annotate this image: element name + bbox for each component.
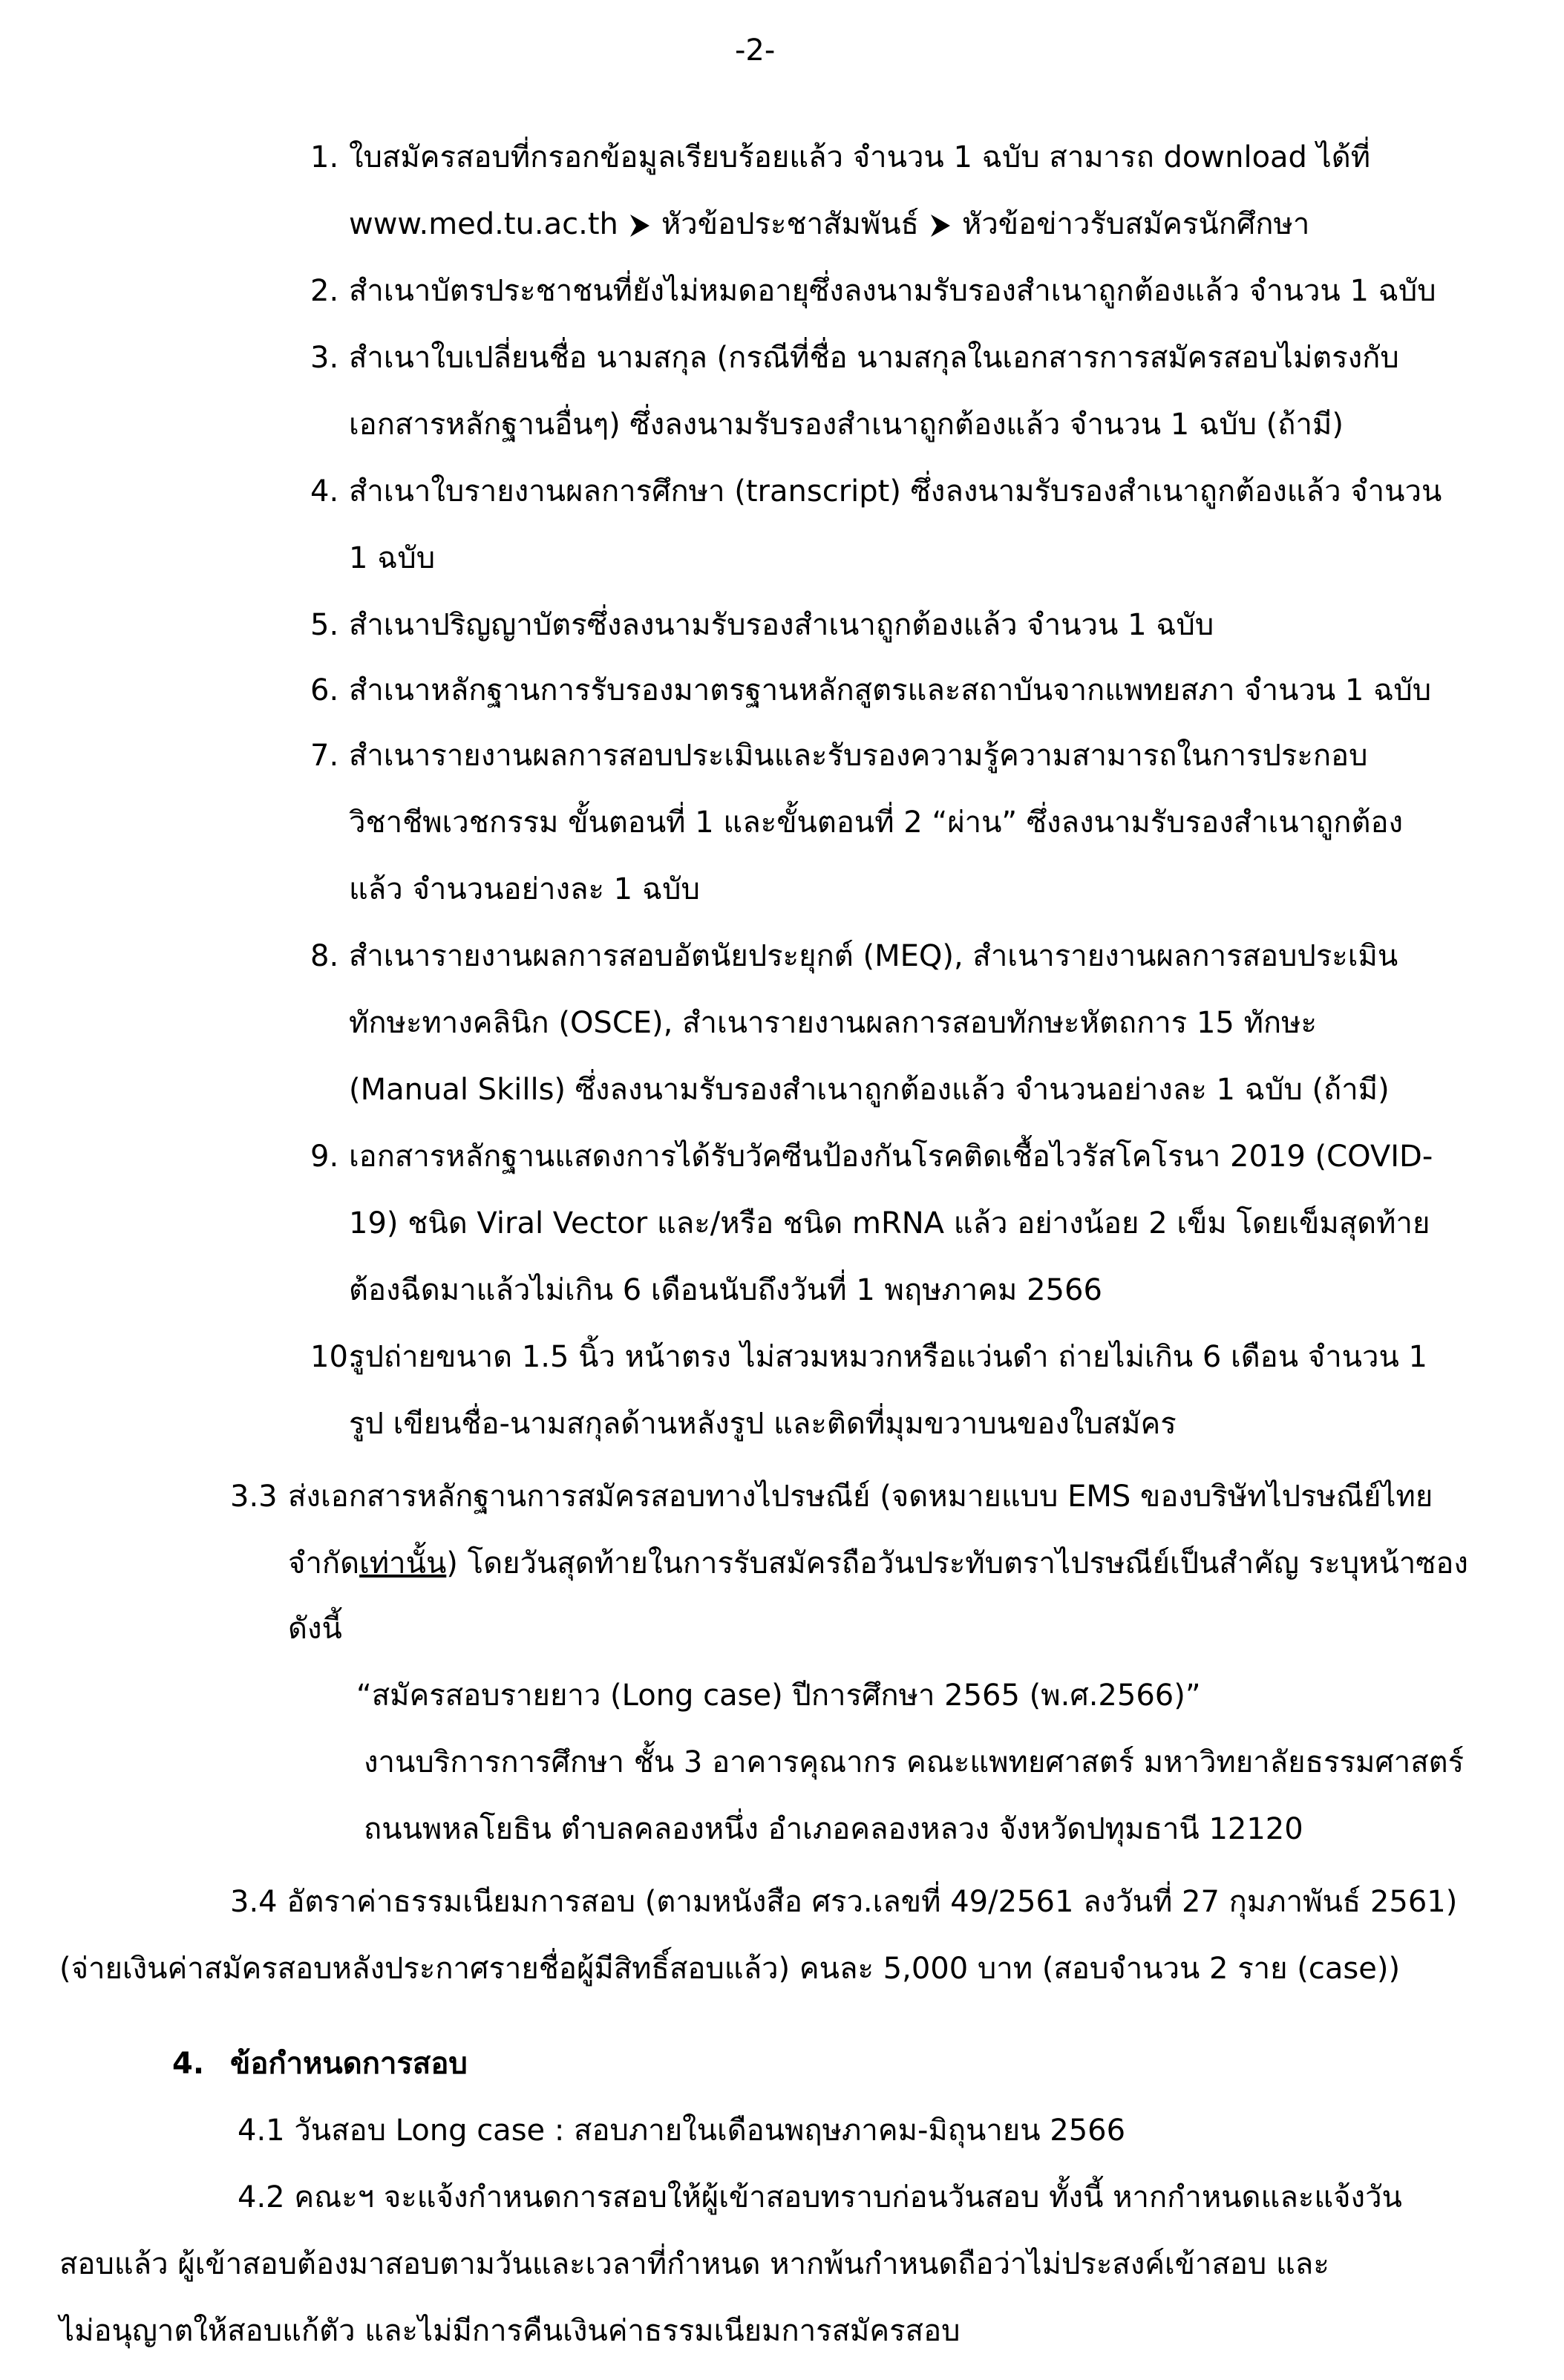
item-text: สำเนาปริญญาบัตรซึ่งลงนามรับรองสำเนาถูกต้องแล้ว จำนวน 1 ฉบับ (349, 608, 1214, 642)
section-text: (จ่ายเงินค่าสมัครสอบหลังประกาศรายชื่อผู้มีสิทธิ์สอบแล้ว) คนละ 5,000 บาท (สอบจำนวน 2 ราย (case)) (59, 1952, 1401, 1986)
address-line: ถนนพหลโยธิน ตำบลคลองหนึ่ง อำเภอคลองหลวง จังหวัดปทุมธานี 12120 (364, 1812, 1303, 1846)
item-text: สำเนาบัตรประชาชนที่ยังไม่หมดอายุซึ่งลงนามรับรองสำเนาถูกต้องแล้ว จำนวน 1 ฉบับ (349, 274, 1436, 308)
address-line: งานบริการการศึกษา ชั้น 3 อาคารคุณากร คณะแพทยศาสตร์ มหาวิทยาลัยธรรมศาสตร์ (364, 1745, 1465, 1779)
item-text: 1 ฉบับ (349, 541, 436, 575)
page-number: -2- (735, 33, 776, 68)
item-number: 7. (310, 739, 339, 773)
item-text: แล้ว จำนวนอย่างละ 1 ฉบับ (349, 872, 700, 906)
text-fragment: ) โดยวันสุดท้ายในการรับสมัครถือวันประทับตราไปรษณีย์เป็นสำคัญ ระบุหน้าซอง (446, 1546, 1468, 1580)
section-text: ส่งเอกสารหลักฐานการสมัครสอบทางไปรษณีย์ (จดหมายแบบ EMS ของบริษัทไปรษณีย์ไทย (288, 1480, 1433, 1514)
section-number: 3.3 (230, 1480, 278, 1514)
emphasis-only: เท่านั้น (359, 1546, 447, 1580)
item-text: เอกสารหลักฐานแสดงการได้รับวัคซีนป้องกันโรคติดเชื้อไวรัสโคโรนา 2019 (COVID- (349, 1140, 1433, 1174)
section-number: 4. (172, 2047, 205, 2081)
section-text: 3.4 อัตราค่าธรรมเนียมการสอบ (ตามหนังสือ ศรว.เลขที่ 49/2561 ลงวันที่ 27 กุมภาพันธ์ 2561) (230, 1885, 1458, 1919)
item-number: 9. (310, 1140, 339, 1174)
item-text: รูป เขียนชื่อ-นามสกุลด้านหลังรูป และติดที่มุมขวาบนของใบสมัคร (349, 1407, 1177, 1441)
item-number: 2. (310, 274, 339, 308)
item-text: รูปถ่ายขนาด 1.5 นิ้ว หน้าตรง ไม่สวมหมวกหรือแว่นดำ ถ่ายไม่เกิน 6 เดือน จำนวน 1 (349, 1340, 1427, 1374)
item-text: 19) ชนิด Viral Vector และ/หรือ ชนิด mRNA แล้ว อย่างน้อย 2 เข็ม โดยเข็มสุดท้าย (349, 1206, 1430, 1240)
item-text: (Manual Skills) ซึ่งลงนามรับรองสำเนาถูกต้องแล้ว จำนวนอย่างละ 1 ฉบับ (ถ้ามี) (349, 1073, 1390, 1107)
item-number: 8. (310, 939, 339, 973)
section-heading: ข้อกำหนดการสอบ (230, 2047, 468, 2081)
item-text: สำเนาใบเปลี่ยนชื่อ นามสกุล (กรณีที่ชื่อ นามสกุลในเอกสารการสมัครสอบไม่ตรงกับ (349, 341, 1399, 375)
section-text-line (288, 1541, 1468, 1586)
address-heading: “สมัครสอบรายยาว (Long case) ปีการศึกษา 2565 (พ.ศ.2566)” (356, 1678, 1201, 1713)
item-number: 3. (310, 341, 339, 375)
item-text: ทักษะทางคลินิก (OSCE), สำเนารายงานผลการสอบทักษะหัตถการ 15 ทักษะ (349, 1006, 1318, 1040)
item-number: 10. (310, 1340, 358, 1374)
item-text: สำเนารายงานผลการสอบประเมินและรับรองความรู้ความสามารถในการประกอบ (349, 739, 1368, 773)
arrow-bullet-icon (929, 213, 952, 238)
item-number: 6. (310, 673, 339, 707)
item-number: 5. (310, 608, 339, 642)
menu-path-1: หัวข้อประชาสัมพันธ์ (661, 207, 919, 241)
text-fragment: จำกัด (288, 1546, 360, 1580)
subsection-text: สอบแล้ว ผู้เข้าสอบต้องมาสอบตามวันและเวลาที่กำหนด หากพ้นกำหนดถือว่าไม่ประสงค์เข้าสอบ และ (59, 2247, 1329, 2281)
item-text: ต้องฉีดมาแล้วไม่เกิน 6 เดือนนับถึงวันที่ 1 พฤษภาคม 2566 (349, 1273, 1102, 1307)
section-text: ดังนี้ (288, 1612, 342, 1646)
item-text-line (349, 202, 1309, 246)
item-text: วิชาชีพเวชกรรม ขั้นตอนที่ 1 และขั้นตอนที่ 2 “ผ่าน” ซึ่งลงนามรับรองสำเนาถูกต้อง (349, 805, 1403, 840)
item-text: สำเนารายงานผลการสอบอัตนัยประยุกต์ (MEQ), สำเนารายงานผลการสอบประเมิน (349, 939, 1398, 973)
item-number: 4. (310, 474, 339, 509)
item-text: สำเนาใบรายงานผลการศึกษา (transcript) ซึ่งลงนามรับรองสำเนาถูกต้องแล้ว จำนวน (349, 474, 1442, 509)
item-text: สำเนาหลักฐานการรับรองมาตรฐานหลักสูตรและสถาบันจากแพทยสภา จำนวน 1 ฉบับ (349, 673, 1432, 707)
subsection-text: ไม่อนุญาตให้สอบแก้ตัว และไม่มีการคืนเงินค่าธรรมเนียมการสมัครสอบ (59, 2314, 961, 2348)
item-text: เอกสารหลักฐานอื่นๆ) ซึ่งลงนามรับรองสำเนาถูกต้องแล้ว จำนวน 1 ฉบับ (ถ้ามี) (349, 408, 1344, 442)
arrow-bullet-icon (629, 213, 651, 238)
subsection-text: 4.1 วันสอบ Long case : สอบภายในเดือนพฤษภาคม-มิถุนายน 2566 (238, 2113, 1126, 2148)
subsection-text: 4.2 คณะฯ จะแจ้งกำหนดการสอบให้ผู้เข้าสอบทราบก่อนวันสอบ ทั้งนี้ หากกำหนดและแจ้งวัน (238, 2180, 1402, 2214)
item-number: 1. (310, 140, 339, 174)
item-text: ใบสมัครสอบที่กรอกข้อมูลเรียบร้อยแล้ว จำนวน 1 ฉบับ สามารถ download ได้ที่ (349, 140, 1371, 174)
menu-path-2: หัวข้อข่าวรับสมัครนักศึกษา (961, 207, 1310, 241)
website-url: www.med.tu.ac.th (349, 207, 618, 241)
